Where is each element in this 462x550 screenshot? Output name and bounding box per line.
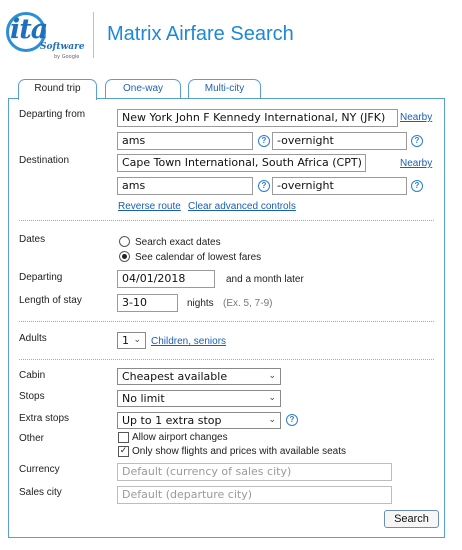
destination-input[interactable]: Cape Town International, South Africa (CPT) [117, 154, 366, 172]
stops-select[interactable] [117, 390, 281, 407]
dest-routing-help-icon[interactable]: ? [258, 180, 270, 192]
destination-label: Destination [19, 155, 70, 166]
extra-stops-select-value: Up to 1 extra stop [122, 414, 222, 427]
departing-date-suffix: and a month later [226, 274, 304, 285]
search-exact-dates-radio[interactable] [119, 236, 130, 247]
search-exact-dates-label: Search exact dates [135, 237, 221, 248]
currency-input[interactable]: Default (currency of sales city) [117, 463, 392, 481]
chevron-down-icon: ⌄ [268, 371, 276, 381]
origin-extension-help-icon[interactable]: ? [411, 135, 423, 147]
departing-label: Departing [19, 272, 63, 283]
cabin-select[interactable] [117, 368, 281, 385]
length-of-stay-input[interactable]: 3-10 [117, 294, 178, 312]
children-seniors-link[interactable]: Children, seniors [151, 336, 227, 347]
calendar-lowest-fares-radio[interactable] [119, 251, 130, 262]
chevron-down-icon: ⌄ [268, 415, 276, 425]
tab-multi-city[interactable]: Multi-city [188, 79, 261, 98]
section-divider [19, 359, 434, 360]
extra-stops-label: Extra stops [19, 413, 70, 424]
origin-routing-code-input[interactable]: ams [117, 132, 253, 150]
available-seats-label: Only show flights and prices with available seats [132, 446, 346, 457]
available-seats-checkbox[interactable] [118, 446, 129, 457]
adults-select[interactable] [117, 332, 146, 349]
search-form-panel [8, 98, 445, 538]
check-icon: ✓ [119, 446, 128, 456]
departing-date-input[interactable]: 04/01/2018 [117, 270, 215, 288]
stops-label: Stops [19, 391, 45, 402]
origin-extension-code-input[interactable]: -overnight [272, 132, 407, 150]
chevron-down-icon: ⌄ [268, 393, 276, 403]
section-divider [19, 220, 434, 221]
chevron-down-icon: ⌄ [133, 335, 141, 345]
cabin-label: Cabin [19, 370, 46, 381]
origin-routing-help-icon[interactable]: ? [258, 135, 270, 147]
other-label: Other [19, 433, 45, 444]
extra-stops-select[interactable] [117, 412, 281, 429]
tab-round-trip[interactable]: Round trip [18, 79, 97, 100]
tab-one-way[interactable]: One-way [105, 79, 181, 98]
section-divider [19, 321, 434, 322]
length-of-stay-label: Length of stay [19, 295, 82, 306]
clear-advanced-controls-link[interactable]: Clear advanced controls [188, 201, 296, 212]
search-button[interactable]: Search [384, 510, 439, 528]
adults-select-value: 1 [122, 334, 129, 347]
nearby-destination-link[interactable]: Nearby [400, 158, 433, 169]
allow-airport-changes-label: Allow airport changes [132, 432, 228, 443]
calendar-lowest-fares-label: See calendar of lowest fares [135, 252, 262, 263]
sales-city-label: Sales city [19, 487, 62, 498]
departing-from-input[interactable]: New York John F Kennedy International, NY (JFK) [117, 109, 398, 127]
allow-airport-changes-checkbox[interactable] [118, 432, 129, 443]
dest-extension-code-input[interactable]: -overnight [272, 177, 407, 195]
stay-example-hint: (Ex. 5, 7-9) [223, 298, 273, 309]
logo-ita-text: ita [10, 14, 48, 45]
departing-from-label: Departing from [19, 109, 86, 120]
dest-extension-help-icon[interactable]: ? [411, 180, 423, 192]
dates-label: Dates [19, 234, 46, 245]
adults-label: Adults [19, 333, 47, 344]
cabin-select-value: Cheapest available [122, 370, 228, 383]
dest-routing-code-input[interactable]: ams [117, 177, 253, 195]
extra-stops-help-icon[interactable]: ? [286, 414, 298, 426]
page-title: Matrix Airfare Search [107, 23, 294, 45]
logo-google-text: by Google [54, 54, 80, 60]
reverse-route-link[interactable]: Reverse route [118, 201, 181, 212]
ita-software-logo [6, 12, 85, 62]
nights-label: nights [187, 298, 214, 309]
currency-label: Currency [19, 464, 60, 475]
header-divider [93, 12, 94, 58]
radio-selected-dot [122, 254, 127, 259]
logo-software-text: Software [40, 42, 85, 52]
sales-city-input[interactable]: Default (departure city) [117, 486, 392, 504]
nearby-origin-link[interactable]: Nearby [400, 112, 433, 123]
stops-select-value: No limit [122, 392, 165, 405]
